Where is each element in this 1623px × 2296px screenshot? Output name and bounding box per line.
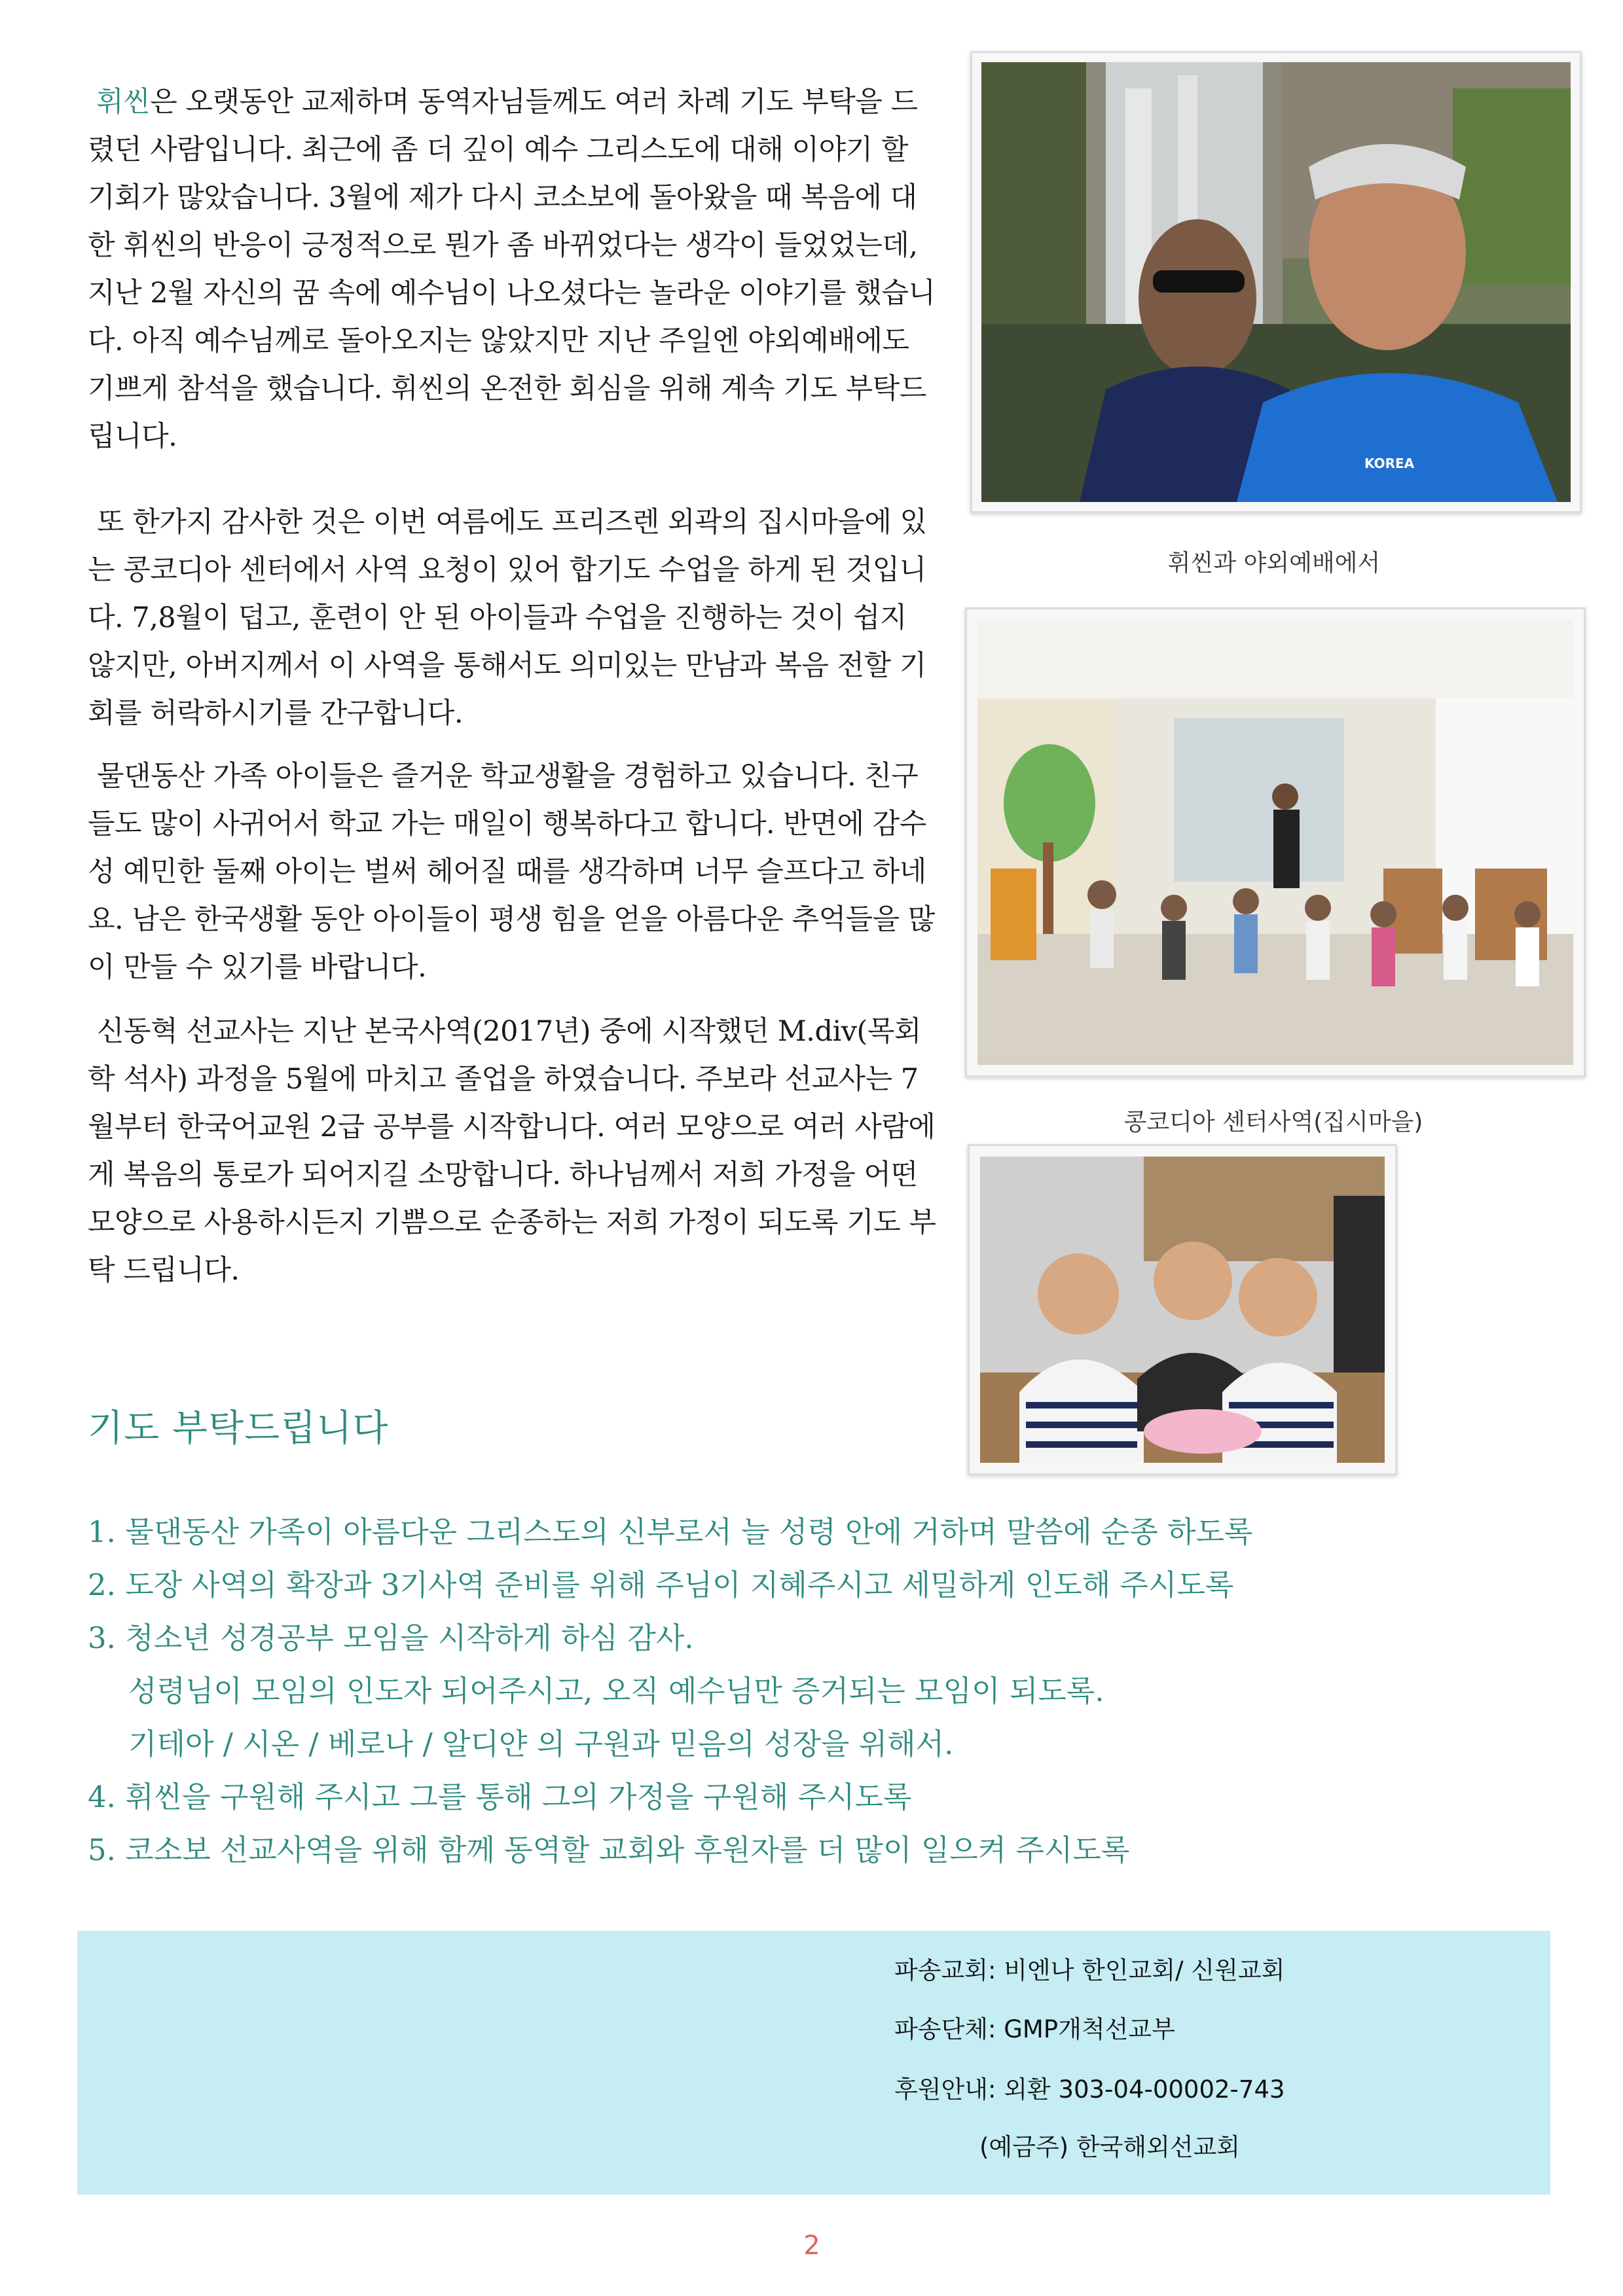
account-holder: (예금주) 한국해외선교회 <box>979 2133 1241 2161</box>
prayer-title: 기도 부탁드립니다 <box>88 1407 389 1450</box>
prayer-item: 3. 청소년 성경공부 모임을 시작하게 하심 감사. <box>88 1621 694 1655</box>
photo-outdoor-worship-image <box>981 62 1571 502</box>
prayer-subitem: 기테아 / 시온 / 베로나 / 알디얀 의 구원과 믿음의 성장을 위해서. <box>128 1727 954 1761</box>
support-info-box <box>77 1931 1550 2195</box>
prayer-list <box>88 1505 1528 1876</box>
photo-children-image <box>980 1157 1385 1463</box>
caption-concordia-center: 콩코디아 센터사역(집시마을) <box>1123 1109 1423 1136</box>
paragraph-ministry: 신동혁 선교사는 지난 본국사역(2017년) 중에 시작했던 M.div(목회학 석사) 과정을 5월에 마치고 졸업을 하였습니다. 주보라 선교사는 7월부터 한국어교원 2급 공부를 시작합니다. 여러 모양으로 여러 사람에게 복음의 통로가 되어지길 소망합니다. 하나님께서 저희 가정을 어떤 모양으로 사용하시든지 기쁨으로 순종하는 저희 가정이 되도록 기도 부탁 드립니다. <box>88 1015 936 1287</box>
support-account: 후원안내: 외환 303-04-00002-743 <box>894 2075 1285 2104</box>
photo-outdoor-worship <box>970 51 1582 513</box>
paragraph-hwisin <box>88 79 939 461</box>
name-highlight: 휘씬 <box>96 86 151 118</box>
photo-concordia-center <box>965 607 1586 1077</box>
sending-organization: 파송단체: GMP개척선교부 <box>894 2015 1175 2043</box>
photo-concordia-center-image <box>977 620 1573 1065</box>
page-number: 2 <box>803 2231 820 2261</box>
caption-outdoor-worship: 휘씬과 야외예배에서 <box>1167 550 1381 577</box>
sending-church: 파송교회: 비엔나 한인교회/ 신원교회 <box>894 1956 1285 1984</box>
prayer-item: 5. 코소보 선교사역을 위해 함께 동역할 교회와 후원자를 더 많이 일으켜 주시도록 <box>88 1833 1130 1867</box>
paragraph-hwisin-text: 은 오랫동안 교제하며 동역자님들께도 여러 차례 기도 부탁을 드렸던 사람입니다. 최근에 좀 더 깊이 예수 그리스도에 대해 이야기 할 기회가 많았습니다. 3월에 제가 다시 코소보에 돌아왔을 때 복음에 대한 휘씬의 반응이 긍정적으로 뭔가 좀 바뀌었다는 생각이 들었었는데, 지난 2월 자신의 꿈 속에 예수님이 나오셨다는 놀라운 이야기를 했습니다. 아직 예수님께로 돌아오지는 않았지만 지난 주일엔 야외예배에도 기쁘게 참석을 했습니다. 휘씬의 온전한 회심을 위해 계속 기도 부탁드립니다. <box>88 86 936 453</box>
paragraph-children: 물댄동산 가족 아이들은 즐거운 학교생활을 경험하고 있습니다. 친구들도 많이 사귀어서 학교 가는 매일이 행복하다고 합니다. 반면에 감수성 예민한 둘째 아이는 벌써 헤어질 때를 생각하며 너무 슬프다고 하네요. 남은 한국생활 동안 아이들이 평생 힘을 얻을 아름다운 추억들을 많이 만들 수 있기를 바랍니다. <box>88 760 935 984</box>
prayer-item: 1. 물댄동산 가족이 아름다운 그리스도의 신부로서 늘 성령 안에 거하며 말씀에 순종 하도록 <box>88 1515 1253 1549</box>
shirt-text: KOREA <box>1364 456 1415 471</box>
prayer-item: 2. 도장 사역의 확장과 3기사역 준비를 위해 주님이 지혜주시고 세밀하게 인도해 주시도록 <box>88 1568 1234 1602</box>
prayer-item: 4. 휘씬을 구원해 주시고 그를 통해 그의 가정을 구원해 주시도록 <box>88 1780 912 1814</box>
paragraph-concordia: 또 한가지 감사한 것은 이번 여름에도 프리즈렌 외곽의 집시마을에 있는 콩코디아 센터에서 사역 요청이 있어 합기도 수업을 하게 된 것입니다. 7,8월이 덥고, 훈련이 안 된 아이들과 수업을 진행하는 것이 쉽지 않지만, 아버지께서 이 사역을 통해서도 의미있는 만남과 복음 전할 기회를 허락하시기를 간구합니다. <box>88 506 927 730</box>
photo-children <box>968 1144 1397 1475</box>
prayer-subitem: 성령님이 모임의 인도자 되어주시고, 오직 예수님만 증거되는 모임이 되도록. <box>128 1674 1104 1708</box>
